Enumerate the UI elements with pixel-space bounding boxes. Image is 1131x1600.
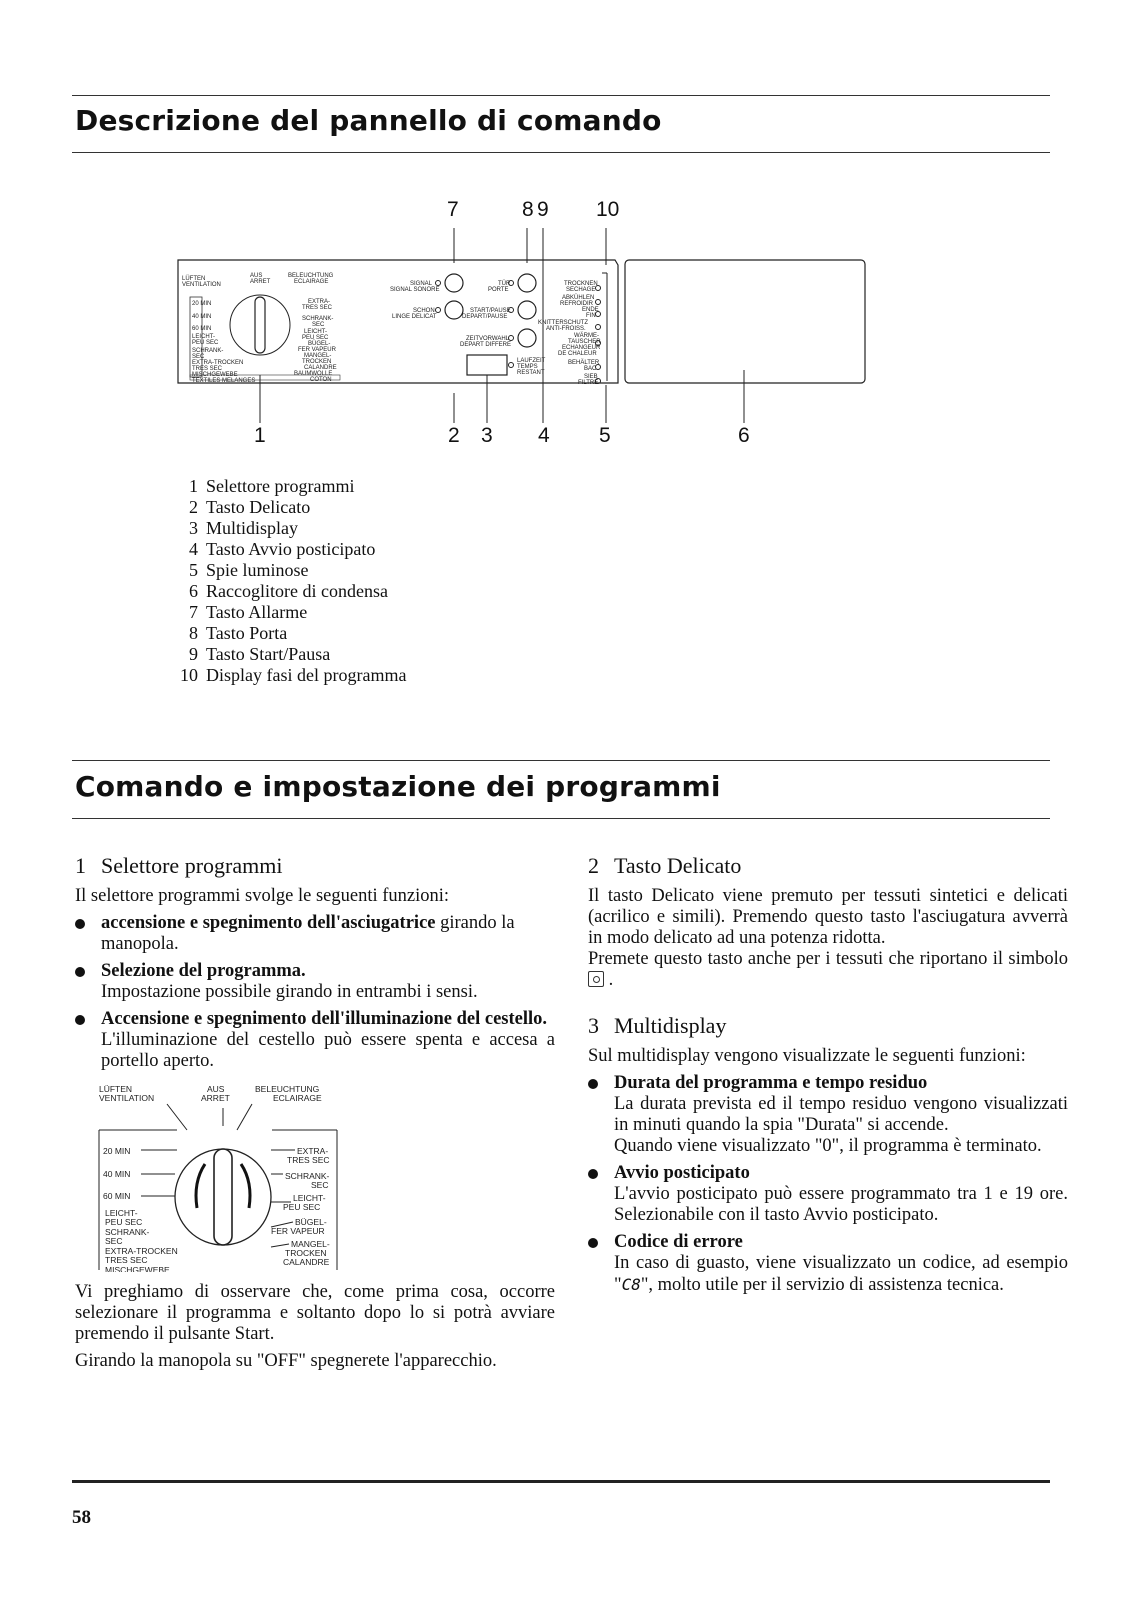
- svg-text:TROCKEN: TROCKEN: [302, 359, 332, 365]
- svg-text:SIGNAL SONORE: SIGNAL SONORE: [390, 287, 440, 293]
- svg-text:MISCHGEWEBE: MISCHGEWEBE: [192, 372, 238, 378]
- svg-text:TAUSCHER: TAUSCHER: [568, 339, 601, 345]
- svg-text:BAUMWOLLE: BAUMWOLLE: [294, 371, 333, 377]
- svg-text:ECHANGEUR: ECHANGEUR: [562, 345, 601, 351]
- svg-text:AUS: AUS: [207, 1084, 225, 1094]
- svg-text:VENTILATION: VENTILATION: [182, 282, 221, 288]
- svg-text:SIGNAL: SIGNAL: [410, 281, 433, 287]
- svg-text:ECLAIRAGE: ECLAIRAGE: [294, 279, 329, 285]
- svg-text:ARRET: ARRET: [201, 1093, 230, 1103]
- svg-text:KNITTERSCHUTZ: KNITTERSCHUTZ: [538, 320, 588, 326]
- svg-text:MANGEL-: MANGEL-: [304, 353, 332, 359]
- multidisplay-functions-list: [588, 1073, 1068, 1296]
- svg-text:PEU SEC: PEU SEC: [283, 1202, 321, 1212]
- svg-text:PEU SEC: PEU SEC: [105, 1217, 143, 1227]
- svg-text:20 MIN: 20 MIN: [192, 301, 212, 307]
- panel-button-labels: [390, 280, 511, 348]
- delicato-symbol-text: Premete questo tasto anche per i tessuti che riportano il simbolo .: [588, 949, 1068, 990]
- svg-text:TEXTILES MELANGES: TEXTILES MELANGES: [192, 378, 256, 384]
- svg-text:TRES SEC: TRES SEC: [192, 366, 223, 372]
- callout-5: 5: [599, 424, 611, 447]
- legend-item: 1 Selettore programmi: [189, 476, 355, 496]
- section-title-programs: Comando e impostazione dei programmi: [75, 770, 721, 803]
- svg-text:REFROIDIR: REFROIDIR: [560, 301, 593, 307]
- svg-text:DE CHALEUR: DE CHALEUR: [558, 351, 597, 357]
- svg-text:WÄRME-: WÄRME-: [574, 333, 599, 339]
- svg-text:LEICHT-: LEICHT-: [192, 334, 216, 340]
- svg-text:20 MIN: 20 MIN: [103, 1146, 131, 1156]
- page-number: 58: [72, 1507, 91, 1528]
- svg-text:RESTANT: RESTANT: [517, 370, 545, 376]
- svg-text:LÜFTEN: LÜFTEN: [182, 276, 206, 282]
- svg-text:SEC: SEC: [105, 1236, 123, 1246]
- list-item: Durata del programma e tempo residuo La durata prevista ed il tempo residuo vengono visualizzati in minuti quando la spia "Durata" si accende. Quando viene visualizzato "0", il programma è terminato.: [588, 1073, 1068, 1157]
- callout-9: 9: [537, 198, 549, 221]
- panel-lights: [596, 273, 608, 384]
- callout-10: 10: [596, 198, 620, 221]
- svg-text:FER VAPEUR: FER VAPEUR: [298, 347, 336, 353]
- svg-text:SCHON: SCHON: [413, 308, 435, 314]
- svg-text:TROCKEN: TROCKEN: [285, 1248, 327, 1258]
- svg-text:PORTE: PORTE: [488, 287, 509, 293]
- svg-text:ABKÜHLEN: ABKÜHLEN: [562, 295, 595, 301]
- svg-text:FER VAPEUR: FER VAPEUR: [271, 1226, 325, 1236]
- svg-text:PEU SEC: PEU SEC: [302, 335, 329, 341]
- svg-text:TÜR: TÜR: [498, 281, 511, 287]
- list-item: Codice di errore In caso di guasto, viene visualizzato un codice, ad esempio "C8", molto utile per il servizio di assistenza tecnica.: [588, 1232, 1068, 1296]
- svg-text:40 MIN: 40 MIN: [192, 314, 212, 320]
- svg-text:EXTRA-: EXTRA-: [297, 1146, 329, 1156]
- callout-4: 4: [538, 424, 550, 447]
- legend-item: 5 Spie luminose: [189, 560, 309, 580]
- callout-1: 1: [254, 424, 266, 447]
- delicate-fabric-symbol-icon: [588, 971, 604, 987]
- svg-text:BELEUCHTUNG: BELEUCHTUNG: [255, 1084, 320, 1094]
- svg-text:LEICHT-: LEICHT-: [304, 329, 328, 335]
- svg-text:TRES SEC: TRES SEC: [105, 1255, 148, 1265]
- mini-dial-labels: [182, 273, 337, 384]
- svg-text:TRES SEC: TRES SEC: [287, 1155, 330, 1165]
- component-legend: [178, 476, 406, 686]
- svg-text:60 MIN: 60 MIN: [103, 1191, 131, 1201]
- svg-text:AUS: AUS: [250, 273, 263, 279]
- svg-text:ENDE: ENDE: [582, 307, 599, 313]
- intro-text: Il selettore programmi svolge le seguenti funzioni:: [75, 886, 450, 906]
- svg-text:60 MIN: 60 MIN: [192, 326, 212, 332]
- multidisplay-intro: Sul multidisplay vengono visualizzate le seguenti funzioni:: [588, 1046, 1026, 1066]
- callout-7: 7: [447, 198, 459, 221]
- svg-text:SCHRANK-: SCHRANK-: [285, 1171, 330, 1181]
- svg-text:SEC: SEC: [311, 1180, 329, 1190]
- selector-functions-list: [75, 913, 555, 1072]
- right-column: [588, 855, 1068, 1296]
- legend-item: 6 Raccoglitore di condensa: [189, 581, 388, 601]
- callout-2: 2: [448, 424, 460, 447]
- legend-item: 4 Tasto Avvio posticipato: [189, 539, 376, 559]
- svg-text:START/PAUSE: START/PAUSE: [470, 308, 511, 314]
- svg-text:SIEB: SIEB: [584, 374, 598, 380]
- callout-8: 8: [522, 198, 534, 221]
- program-dial-diagram: [97, 1082, 347, 1272]
- panel-light-labels: [538, 281, 601, 386]
- svg-text:BÜGEL-: BÜGEL-: [308, 341, 331, 347]
- list-item: Accensione e spegnimento dell'illuminazione del cestello. L'illuminazione del cestello può essere spenta e accesa a portello aperto.: [75, 1009, 555, 1072]
- list-item: Avvio posticipato L'avvio posticipato può essere programmato tra 1 e 19 ore. Selezionabile con il tasto Avvio posticipato.: [588, 1163, 1068, 1226]
- list-item: Selezione del programma. Impostazione possibile girando in entrambi i sensi.: [75, 961, 555, 1003]
- svg-text:ANTI-FROISS.: ANTI-FROISS.: [546, 326, 586, 332]
- svg-text:TRES SEC: TRES SEC: [302, 305, 333, 311]
- svg-text:TEMPS: TEMPS: [517, 364, 538, 370]
- svg-text:BELEUCHTUNG: BELEUCHTUNG: [288, 273, 334, 279]
- svg-text:EXTRA-TROCKEN: EXTRA-TROCKEN: [192, 360, 244, 366]
- svg-text:DEPART DIFFERE: DEPART DIFFERE: [460, 342, 512, 348]
- svg-text:COTON: COTON: [310, 377, 332, 383]
- list-item: accensione e spegnimento dell'asciugatrice girando la manopola.: [75, 913, 555, 955]
- svg-text:40 MIN: 40 MIN: [103, 1169, 131, 1179]
- svg-text:DEPART/PAUSE: DEPART/PAUSE: [462, 314, 508, 320]
- section2-top-rule: [72, 760, 1050, 761]
- svg-text:BÜGEL-: BÜGEL-: [295, 1217, 327, 1227]
- svg-text:MISCHGEWEBE: MISCHGEWEBE: [105, 1265, 170, 1272]
- svg-text:BEHÄLTER: BEHÄLTER: [568, 360, 600, 366]
- svg-text:SEC: SEC: [312, 322, 325, 328]
- svg-text:ZEITVORWAHL: ZEITVORWAHL: [466, 336, 510, 342]
- legend-item: 9 Tasto Start/Pausa: [189, 644, 331, 664]
- note-off: Girando la manopola su "OFF" spegnerete l'apparecchio.: [75, 1351, 497, 1371]
- heading-tasto-delicato: 2 Tasto Delicato: [588, 853, 742, 878]
- legend-item: 3 Multidisplay: [189, 518, 299, 538]
- svg-text:ARRET: ARRET: [250, 279, 271, 285]
- svg-text:FIN: FIN: [586, 313, 596, 319]
- display-label: [517, 358, 546, 376]
- svg-text:BAC: BAC: [584, 366, 597, 372]
- svg-text:MANGEL-: MANGEL-: [291, 1239, 330, 1249]
- svg-text:SCHRANK-: SCHRANK-: [105, 1227, 150, 1237]
- top-rule: [72, 95, 1050, 96]
- svg-text:FILTRE: FILTRE: [578, 380, 599, 386]
- footer-rule: [72, 1480, 1050, 1483]
- title-underline: [72, 152, 1050, 153]
- svg-text:SEC: SEC: [192, 354, 205, 360]
- control-panel-diagram: [170, 225, 900, 435]
- svg-text:SECHAGE: SECHAGE: [566, 287, 596, 293]
- section2-underline: [72, 818, 1050, 819]
- callout-3: 3: [481, 424, 493, 447]
- legend-item: 7 Tasto Allarme: [189, 602, 308, 622]
- heading-multidisplay: 3 Multidisplay: [588, 1013, 727, 1038]
- svg-text:LEICHT-: LEICHT-: [293, 1193, 326, 1203]
- legend-item: 2 Tasto Delicato: [189, 497, 311, 517]
- svg-text:LEICHT-: LEICHT-: [105, 1208, 138, 1218]
- legend-item: 8 Tasto Porta: [189, 623, 288, 643]
- svg-text:CALANDRE: CALANDRE: [304, 365, 337, 371]
- error-code: C8: [621, 1275, 641, 1294]
- svg-text:CALANDRE: CALANDRE: [283, 1257, 330, 1267]
- svg-text:PEU SEC: PEU SEC: [192, 340, 219, 346]
- svg-text:ECLAIRAGE: ECLAIRAGE: [273, 1093, 322, 1103]
- delicato-text: Il tasto Delicato viene premuto per tessuti sintetici e delicati (acrilico e simili). Premendo questo tasto l'asciugatura avverrà in modo delicato ad una potenza ridotta.: [588, 886, 1068, 948]
- svg-text:LÜFTEN: LÜFTEN: [99, 1084, 133, 1094]
- heading-selettore: 1 Selettore programmi: [75, 853, 283, 878]
- left-column: [75, 855, 555, 1372]
- svg-text:LAUFZEIT: LAUFZEIT: [517, 358, 546, 364]
- svg-text:SCHRANK-: SCHRANK-: [192, 348, 224, 354]
- callout-6: 6: [738, 424, 750, 447]
- svg-text:VENTILATION: VENTILATION: [99, 1093, 155, 1103]
- note-start: Vi preghiamo di osservare che, come prima cosa, occorre selezionare il programma e soltanto dopo lo si potrà avviare premendo il pulsante Start.: [75, 1282, 555, 1344]
- svg-text:SCHRANK-: SCHRANK-: [302, 316, 334, 322]
- legend-item: 10 Display fasi del programma: [180, 665, 407, 685]
- svg-text:LINGE DELICAT: LINGE DELICAT: [392, 314, 437, 320]
- svg-text:TROCKNEN: TROCKNEN: [564, 281, 598, 287]
- section-title-panel: Descrizione del pannello di comando: [75, 104, 662, 137]
- svg-text:EXTRA-: EXTRA-: [308, 299, 331, 305]
- svg-text:EXTRA-TROCKEN: EXTRA-TROCKEN: [105, 1246, 178, 1256]
